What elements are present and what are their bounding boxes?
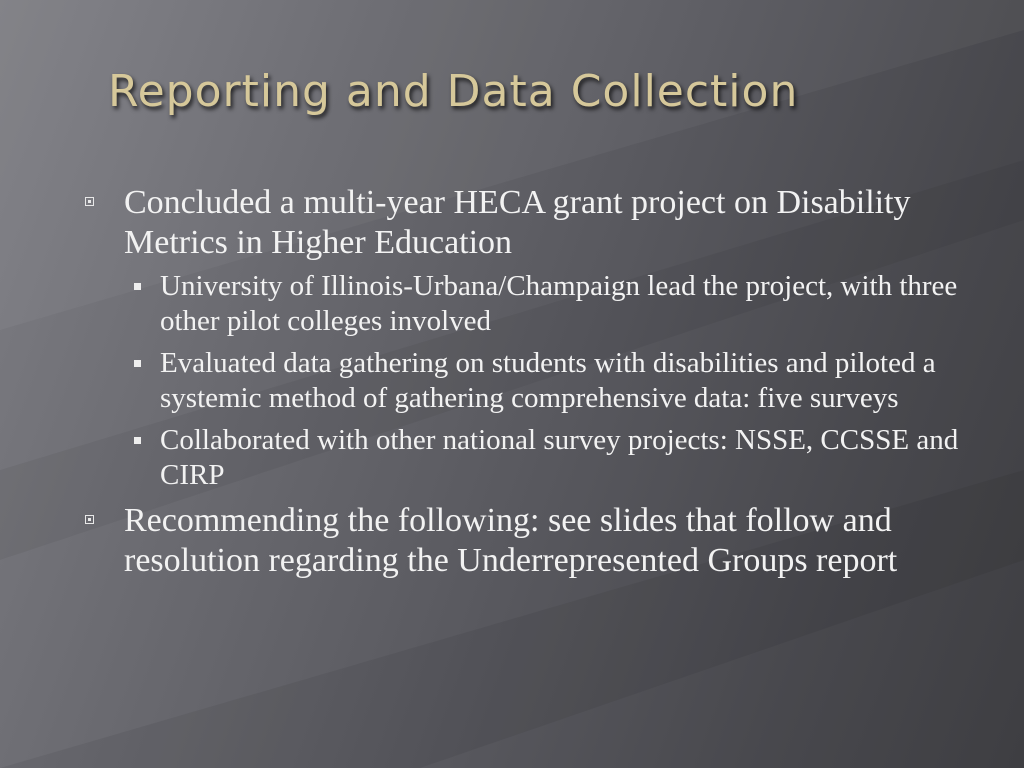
bullet-level2 [160, 269, 980, 339]
filled-square-bullet-icon [134, 437, 141, 444]
slide-title: Reporting and Data Collection [108, 66, 799, 117]
slide-content [80, 183, 980, 581]
filled-square-bullet-icon [134, 360, 141, 367]
filled-square-bullet-icon [134, 283, 141, 290]
square-bullet-icon [85, 515, 94, 524]
bullet-level1 [80, 501, 980, 581]
sub-bullet-list [124, 269, 980, 493]
bullet-level2 [160, 346, 980, 416]
bullet-text: Concluded a multi-year HECA grant project on Disability Metrics in Higher Education [124, 184, 911, 261]
sub-bullet-text: University of Illinois-Urbana/Champaign lead the project, with three other pilot colleges involved [160, 270, 958, 337]
square-bullet-icon [85, 197, 94, 206]
sub-bullet-text: Collaborated with other national survey projects: NSSE, CCSSE and CIRP [160, 424, 959, 491]
sub-bullet-text: Evaluated data gathering on students with disabilities and piloted a systemic method of gathering comprehensive data: five surveys [160, 347, 936, 414]
bullet-level2 [160, 423, 980, 493]
bullet-text: Recommending the following: see slides that follow and resolution regarding the Underrepresented Groups report [124, 502, 898, 579]
bullet-level1 [80, 183, 980, 493]
